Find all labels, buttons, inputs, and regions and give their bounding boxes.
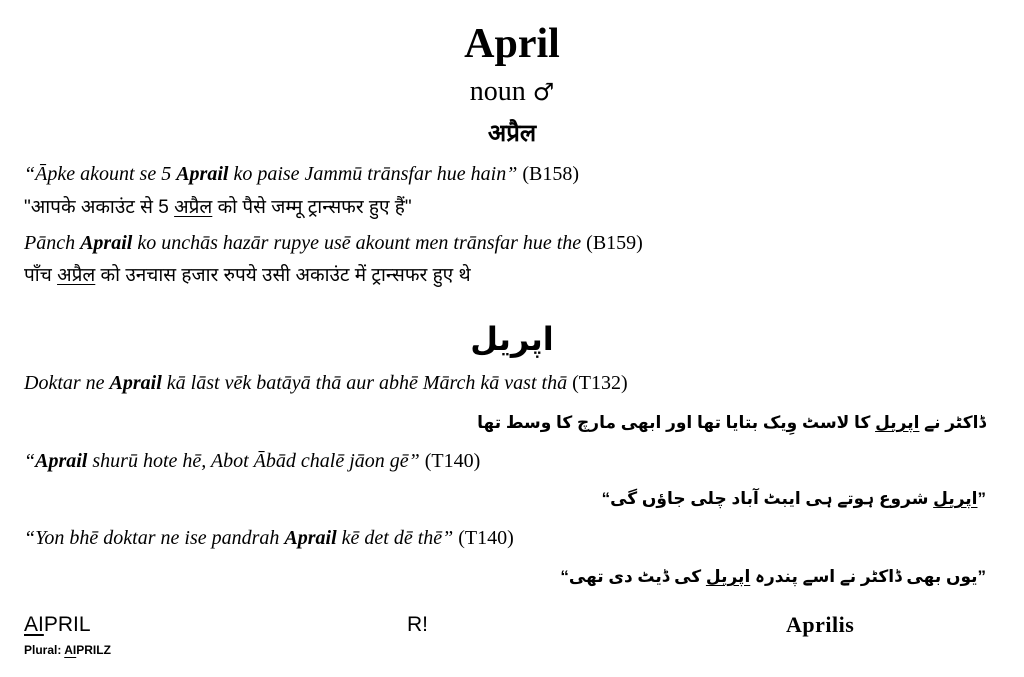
phonetic-spelling: AIPRIL: [24, 613, 91, 636]
part-of-speech: [0, 76, 1024, 108]
urdu-example-2-native: ”اپریل شروع ہوتے ہی ایبٹ آباد چلی جاؤں گی“: [601, 489, 986, 508]
urdu-example-3-transliteration: “Yon bhē doktar ne ise pandrah Aprail kē det dē thē” (T140): [24, 527, 514, 549]
middle-marker: R!: [407, 613, 428, 636]
keyword-highlight: اپریل: [875, 413, 920, 432]
hindi-example-1-transliteration: “Āpke akount se 5 Aprail ko paise Jammū trānsfar hue hain” (B158): [24, 163, 580, 185]
hindi-example-1-native: "आपके अकाउंट से 5 अप्रैल को पैसे जम्मू ट्रान्सफर हुए हैं": [24, 197, 412, 218]
pos-label: noun: [469, 76, 526, 107]
keyword-highlight: अप्रैल: [57, 265, 96, 286]
hindi-example-2-transliteration: Pānch Aprail ko unchās hazār rupye usē akount men trānsfar hue the (B159): [24, 232, 643, 254]
citation-ref: (T140): [453, 527, 514, 549]
male-gender-icon: ♂: [532, 78, 555, 106]
citation-ref: (T140): [419, 450, 481, 472]
urdu-example-1-transliteration: Doktar ne Aprail kā lāst vēk batāyā thā aur abhē Mārch kā vast thā (T132): [24, 372, 628, 394]
latin-etymology: Aprilis: [786, 612, 855, 637]
urdu-example-1-native: ڈاکٹر نے اپریل کا لاسٹ وِیک بتایا تھا اور ابھی مارچ کا وسط تھا: [477, 413, 986, 432]
headword: April: [464, 21, 560, 67]
keyword-highlight: اپریل: [705, 567, 751, 586]
hindi-example-2-native: पाँच अप्रैल को उनचास हजार रुपये उसी अकाउंट में ट्रान्सफर हुए थे: [24, 265, 471, 286]
urdu-example-2-transliteration: “Aprail shurū hote hē, Abot Ābād chalē jāon gē” (T140): [24, 450, 481, 472]
urdu-headword: اپریل: [470, 321, 554, 357]
keyword-highlight: अप्रैल: [174, 197, 213, 218]
citation-ref: (B159): [581, 232, 643, 254]
plural-form: Plural: AIPRILZ: [24, 643, 111, 657]
keyword-highlight: اپریل: [933, 489, 978, 508]
devanagari-headword: अप्रैल: [487, 120, 537, 147]
citation-ref: (B158): [517, 163, 580, 185]
citation-ref: (T132): [567, 372, 628, 394]
urdu-example-3-native: ”یوں بھی ڈاکٹر نے اسے پندرہ اپریل کی ڈیٹ دی تھی“: [560, 567, 986, 586]
